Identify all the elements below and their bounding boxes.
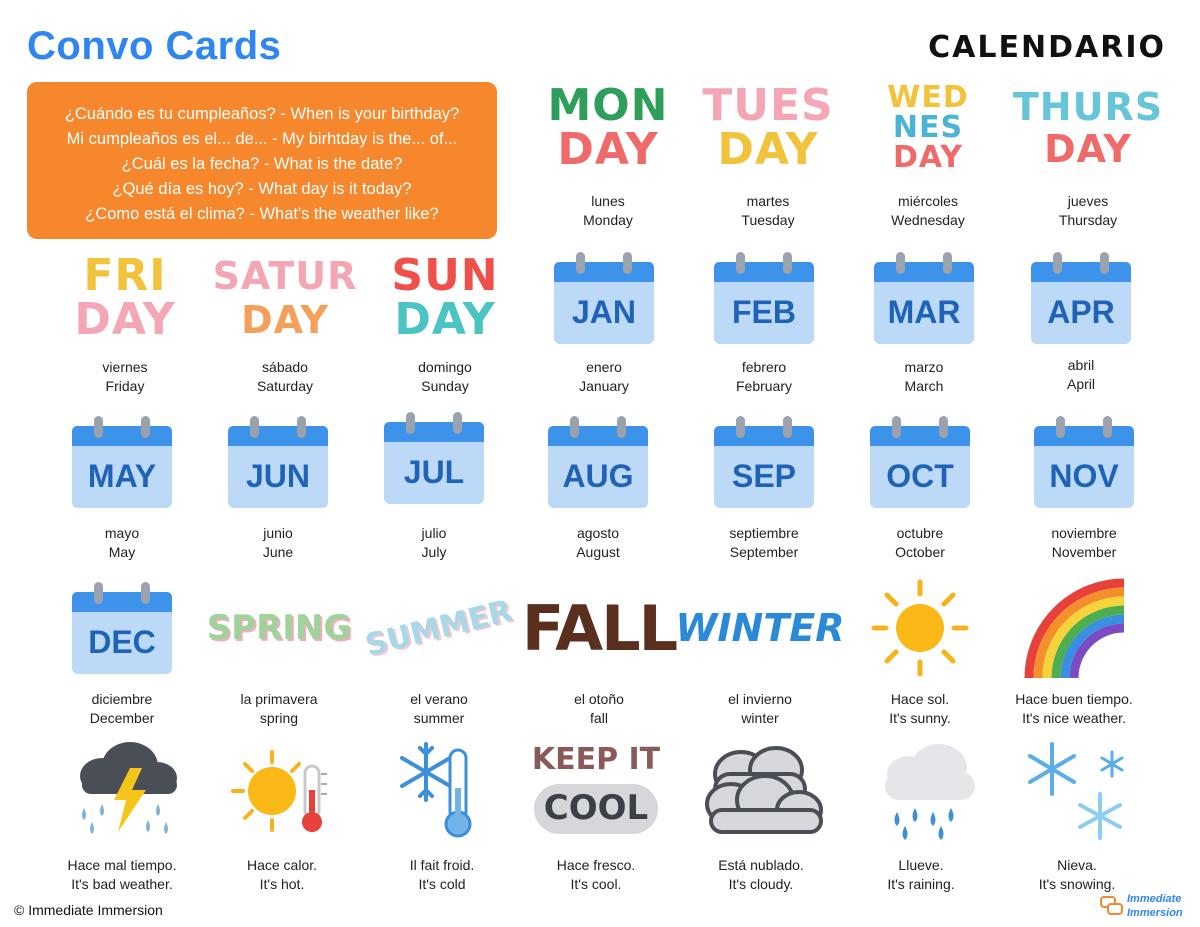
word-es: sábado xyxy=(262,359,308,375)
word-en: Thursday xyxy=(1058,212,1118,228)
phrase-line: ¿Qué día es hoy? - What day is it today? xyxy=(112,180,412,198)
word-es: Hace buen tiempo. xyxy=(1015,691,1133,707)
word-es: Hace fresco. xyxy=(556,857,636,873)
word-es: el verano xyxy=(410,691,468,707)
phrase-line: ¿Como está el clima? - What's the weather like? xyxy=(85,205,439,223)
word-es: diciembre xyxy=(91,691,153,707)
spring-art: SPRING xyxy=(206,608,352,648)
word-en: February xyxy=(735,378,793,394)
word-en: January xyxy=(579,378,629,394)
word-es: miércoles xyxy=(898,193,958,209)
word-en: December xyxy=(89,710,155,726)
word-en: fall xyxy=(590,710,608,726)
word-en: Sunday xyxy=(421,378,469,394)
word-es: abril xyxy=(1067,357,1095,373)
word-es: junio xyxy=(263,525,293,541)
calendar-icon: FEB xyxy=(684,248,844,348)
calendar-icon: OCT xyxy=(840,412,1000,512)
saturday-art: SATUR DAY xyxy=(212,254,358,342)
word-es: Hace sol. xyxy=(890,691,950,707)
word-es: martes xyxy=(746,193,790,209)
word-es: el invierno xyxy=(728,691,792,707)
word-en: It's nice weather. xyxy=(1022,710,1126,726)
cold-thermometer-icon xyxy=(362,738,522,842)
word-en: Tuesday xyxy=(741,212,795,228)
word-es: Llueve. xyxy=(898,857,944,873)
word-en: August xyxy=(576,544,620,560)
word-en: June xyxy=(262,544,294,560)
word-es: Hace mal tiempo. xyxy=(67,857,177,873)
brand-logo: Immediate Immersion xyxy=(1100,892,1200,922)
word-en: It's bad weather. xyxy=(71,876,173,892)
calendar-icon: AUG xyxy=(518,412,678,512)
word-en: September xyxy=(729,544,799,560)
word-en: November xyxy=(1051,544,1117,560)
calendar-icon: MAR xyxy=(844,248,1004,348)
word-en: It's cool. xyxy=(570,876,622,892)
sunday-art: SUN DAY xyxy=(391,250,499,345)
word-en: It's cloudy. xyxy=(728,876,794,892)
summer-art: SUMMER xyxy=(362,592,516,664)
sun-icon xyxy=(840,578,1000,678)
word-es: mayo xyxy=(104,525,140,541)
word-en: April xyxy=(1066,376,1095,392)
calendar-icon: NOV xyxy=(1004,412,1164,512)
calendar-icon: DEC xyxy=(42,578,202,678)
word-es: lunes xyxy=(591,193,625,209)
calendar-icon: APR xyxy=(1001,248,1161,348)
storm-cloud-icon xyxy=(42,738,202,842)
word-es: Está nublado. xyxy=(718,857,804,873)
word-es: el otoño xyxy=(574,691,624,707)
monday-art: MON DAY xyxy=(547,80,669,175)
snowflakes-icon xyxy=(997,738,1157,842)
word-es: Hace calor. xyxy=(246,857,318,873)
page-title: Convo Cards xyxy=(27,24,282,68)
word-en: summer xyxy=(413,710,465,726)
phrase-line: ¿Cuándo es tu cumpleaños? - When is your birthday? xyxy=(64,105,460,123)
hot-thermometer-icon xyxy=(202,738,362,842)
winter-art: WINTER xyxy=(675,606,845,650)
word-en: It's snowing. xyxy=(1038,876,1116,892)
wednesday-art: WED NES DAY xyxy=(887,80,969,175)
word-es: jueves xyxy=(1067,193,1109,209)
cloudy-icon xyxy=(681,738,841,842)
word-en: It's raining. xyxy=(887,876,955,892)
word-en: spring xyxy=(259,710,299,726)
calendar-icon: JAN xyxy=(524,248,684,348)
word-en: March xyxy=(904,378,944,394)
word-en: It's cold xyxy=(418,876,466,892)
word-es: agosto xyxy=(576,525,620,541)
phrase-line: Mi cumpleaños es el... de... - My birhtday is the... of... xyxy=(66,130,458,148)
section-badge: CALENDARIO xyxy=(928,30,1166,65)
word-en: Friday xyxy=(105,378,145,394)
word-es: julio xyxy=(421,525,447,541)
word-es: noviembre xyxy=(1051,525,1117,541)
thursday-art: THURS DAY xyxy=(1012,85,1164,171)
chat-bubbles-icon xyxy=(1100,896,1124,918)
word-es: la primavera xyxy=(240,691,318,707)
word-es: enero xyxy=(586,359,622,375)
word-en: It's hot. xyxy=(259,876,305,892)
calendar-icon: JUN xyxy=(198,412,358,512)
word-es: febrero xyxy=(741,359,787,375)
word-es: marzo xyxy=(904,359,944,375)
calendar-icon: MAY xyxy=(42,412,202,512)
rainbow-icon xyxy=(994,578,1154,678)
word-es: Nieva. xyxy=(1057,857,1097,873)
word-en: Saturday xyxy=(256,378,314,394)
word-es: septiembre xyxy=(729,525,799,541)
word-es: Il fait froid. xyxy=(409,857,475,873)
tuesday-art: TUES DAY xyxy=(702,80,834,175)
phrase-line: ¿Cuál es la fecha? - What is the date? xyxy=(121,155,403,173)
word-en: winter xyxy=(741,710,779,726)
word-en: July xyxy=(421,544,447,560)
word-es: octubre xyxy=(896,525,944,541)
calendar-icon: JUL xyxy=(354,408,514,508)
fall-art: FALL xyxy=(521,591,677,665)
copyright: © Immediate Immersion xyxy=(14,902,163,918)
keep-it-cool-icon: KEEP IT COOL xyxy=(516,738,676,842)
word-en: May xyxy=(108,544,136,560)
friday-art: FRI DAY xyxy=(74,250,176,345)
rain-cloud-icon xyxy=(841,738,1001,842)
word-en: It's sunny. xyxy=(889,710,951,726)
word-en: Wednesday xyxy=(891,212,965,228)
word-en: October xyxy=(895,544,945,560)
word-en: Monday xyxy=(583,212,633,228)
phrase-box xyxy=(27,82,497,239)
calendar-icon: SEP xyxy=(684,412,844,512)
word-es: domingo xyxy=(418,359,472,375)
word-es: viernes xyxy=(102,359,148,375)
